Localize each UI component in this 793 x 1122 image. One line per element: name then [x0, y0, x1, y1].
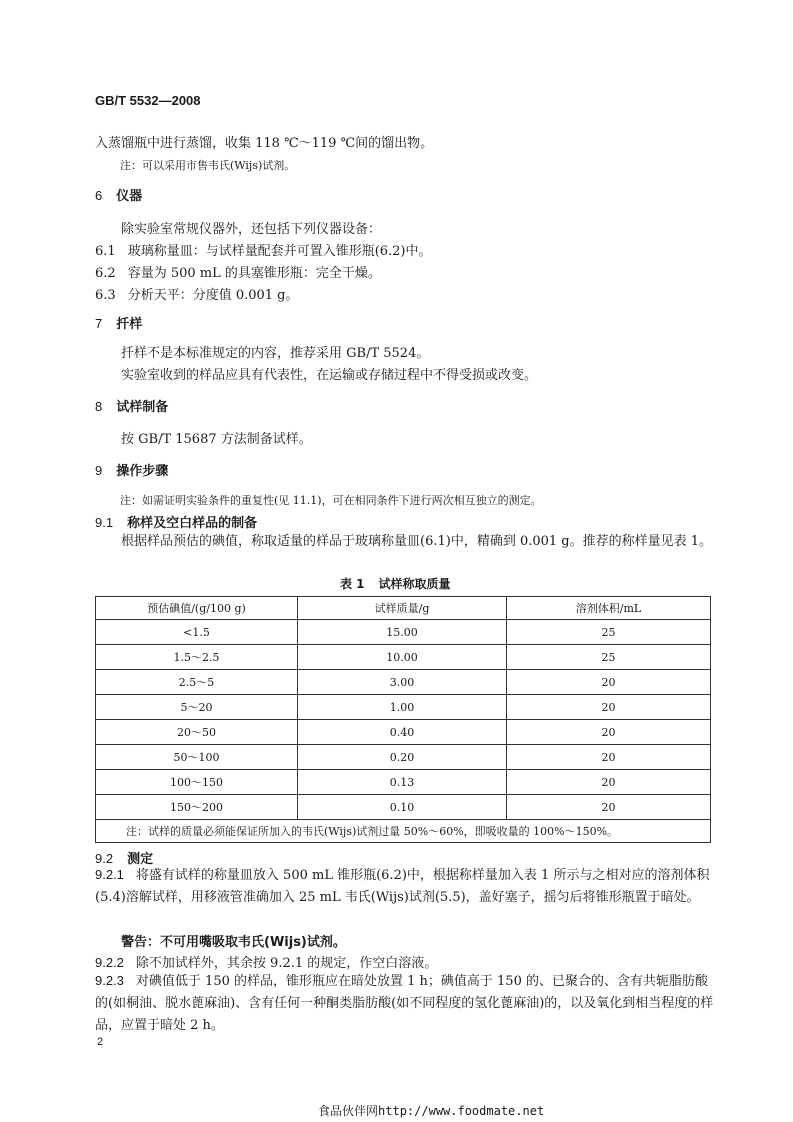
- section-8-heading: [95, 396, 168, 415]
- table-cell: 10.00: [298, 645, 507, 670]
- table-header-cell: 试样质量/g: [298, 597, 507, 620]
- table-row: [96, 745, 711, 770]
- item-6-2: [95, 262, 381, 281]
- section-9-1-heading: [95, 512, 257, 531]
- section-title: 扦样: [116, 317, 143, 332]
- footer: [318, 1102, 544, 1119]
- table-cell: 0.40: [298, 720, 507, 745]
- table-cell: 20: [507, 745, 711, 770]
- para-9-2-1: [95, 864, 715, 909]
- para-text: 对碘值低于 150 的样品，锥形瓶应在暗处放置 1 h；碘值高于 150 的、已聚合的、含有共轭脂肪酸的(如桐油、脱水蓖麻油)、含有任何一种酮类脂肪酸(如不同程度的氢化蓖麻油)的，以及氧化到相当程度的样品，应置于暗处 2 h。: [95, 974, 714, 1033]
- table-cell: 3.00: [298, 670, 507, 695]
- table-row: [96, 695, 711, 720]
- table-cell: 1.5～2.5: [96, 645, 298, 670]
- table-cell: 2.5～5: [96, 670, 298, 695]
- intro-note: 注：可以采用市售韦氏(Wijs)试剂。: [120, 159, 296, 172]
- table-cell: 50～100: [96, 745, 298, 770]
- table-cell: 20: [507, 795, 711, 820]
- table-cell: 0.13: [298, 770, 507, 795]
- item-text: 容量为 500 mL 的具塞锥形瓶：完全干燥。: [127, 266, 381, 281]
- section-7-heading: [95, 313, 142, 332]
- item-6-3: [95, 284, 299, 303]
- table-row: [96, 620, 711, 645]
- table-cell: 5～20: [96, 695, 298, 720]
- table-header-row: [96, 597, 711, 620]
- table-cell: 20: [507, 720, 711, 745]
- section-7-para-1: 扦样不是本标准规定的内容，推荐采用 GB/T 5524。: [121, 346, 430, 361]
- footer-url[interactable]: http://www.foodmate.net: [378, 1104, 545, 1118]
- footer-site-name: 食品伙伴网: [318, 1104, 379, 1118]
- para-number: 9.2.1: [95, 867, 124, 882]
- table-cell: 100～150: [96, 770, 298, 795]
- section-8-para: 按 GB/T 15687 方法制备试样。: [121, 432, 312, 447]
- table-cell: <1.5: [96, 620, 298, 645]
- para-9-2-2: [95, 952, 437, 971]
- table-cell: 25: [507, 620, 711, 645]
- section-title: 仪器: [116, 189, 143, 204]
- table-row: [96, 770, 711, 795]
- section-7-para-2: 实验室收到的样品应具有代表性，在运输或存储过程中不得受损或改变。: [121, 368, 538, 383]
- table-cell: 15.00: [298, 620, 507, 645]
- table-1-caption: [340, 575, 451, 592]
- table-cell: 20: [507, 670, 711, 695]
- section-9-note: 注：如需证明实验条件的重复性(见 11.1)，可在相同条件下进行两次相互独立的测定。: [120, 494, 542, 507]
- table-row: [96, 670, 711, 695]
- table-cell: 20: [507, 770, 711, 795]
- table-cell: 0.10: [298, 795, 507, 820]
- table-header-cell: 溶剂体积/mL: [507, 597, 711, 620]
- section-title: 测定: [127, 852, 154, 867]
- section-6-heading: [95, 185, 142, 204]
- table-1: [95, 596, 711, 843]
- para-text: 将盛有试样的称量皿放入 500 mL 锥形瓶(6.2)中，根据称样量加入表 1 所示与之相对应的溶剂体积(5.4)溶解试样，用移液管准确加入 25 mL 韦氏(Wijs)试剂(5.5)，盖好塞子，摇匀后将锥形瓶置于暗处。: [95, 868, 710, 905]
- section-title: 称样及空白样品的制备: [127, 516, 258, 531]
- section-number: 7: [95, 316, 103, 331]
- table-cell: 150～200: [96, 795, 298, 820]
- table-caption-number: 表 1: [340, 577, 365, 591]
- para-number: 9.2.3: [95, 973, 124, 988]
- table-caption-title: 试样称取质量: [378, 577, 451, 591]
- item-text: 玻璃称量皿：与试样量配套并可置入锥形瓶(6.2)中。: [127, 244, 432, 259]
- item-text: 分析天平：分度值 0.001 g。: [127, 288, 299, 303]
- item-number: 6.3: [95, 288, 116, 303]
- item-number: 6.1: [95, 244, 116, 259]
- warning-text: 警告：不可用嘴吸取韦氏(Wijs)试剂。: [121, 935, 346, 950]
- table-header-cell: 预估碘值/(g/100 g): [96, 597, 298, 620]
- section-6-intro: 除实验室常规仪器外，还包括下列仪器设备：: [121, 222, 382, 237]
- intro-line: 入蒸馏瓶中进行蒸馏，收集 118 ℃～119 ℃间的馏出物。: [95, 136, 434, 151]
- table-cell: 25: [507, 645, 711, 670]
- table-cell: 0.20: [298, 745, 507, 770]
- section-title: 试样制备: [116, 400, 169, 415]
- section-number: 9.2: [95, 851, 114, 866]
- para-number: 9.2.2: [95, 955, 124, 970]
- section-number: 9.1: [95, 515, 114, 530]
- para-9-2-3: [95, 970, 715, 1037]
- standard-number: GB/T 5532—2008: [95, 93, 201, 108]
- table-row: [96, 795, 711, 820]
- table-row: [96, 645, 711, 670]
- section-number: 8: [95, 399, 103, 414]
- table-cell: 20: [507, 695, 711, 720]
- section-number: 9: [95, 463, 103, 478]
- section-title: 操作步骤: [116, 464, 169, 479]
- table-cell: 20～50: [96, 720, 298, 745]
- section-9-heading: [95, 460, 168, 479]
- table-row: [96, 720, 711, 745]
- table-note: 注：试样的质量必须能保证所加入的韦氏(Wijs)试剂过量 50%～60%，即吸收量的 100%～150%。: [96, 820, 711, 843]
- table-note-row: [96, 820, 711, 843]
- item-number: 6.2: [95, 266, 116, 281]
- page-number: 2: [97, 1036, 104, 1048]
- section-number: 6: [95, 188, 103, 203]
- para-text: 除不加试样外，其余按 9.2.1 的规定，作空白溶液。: [135, 956, 438, 971]
- section-9-1-text: 根据样品预估的碘值，称取适量的样品于玻璃称量皿(6.1)中，精确到 0.001 g。推荐的称样量见表 1。: [121, 534, 713, 549]
- item-6-1: [95, 240, 432, 259]
- table-cell: 1.00: [298, 695, 507, 720]
